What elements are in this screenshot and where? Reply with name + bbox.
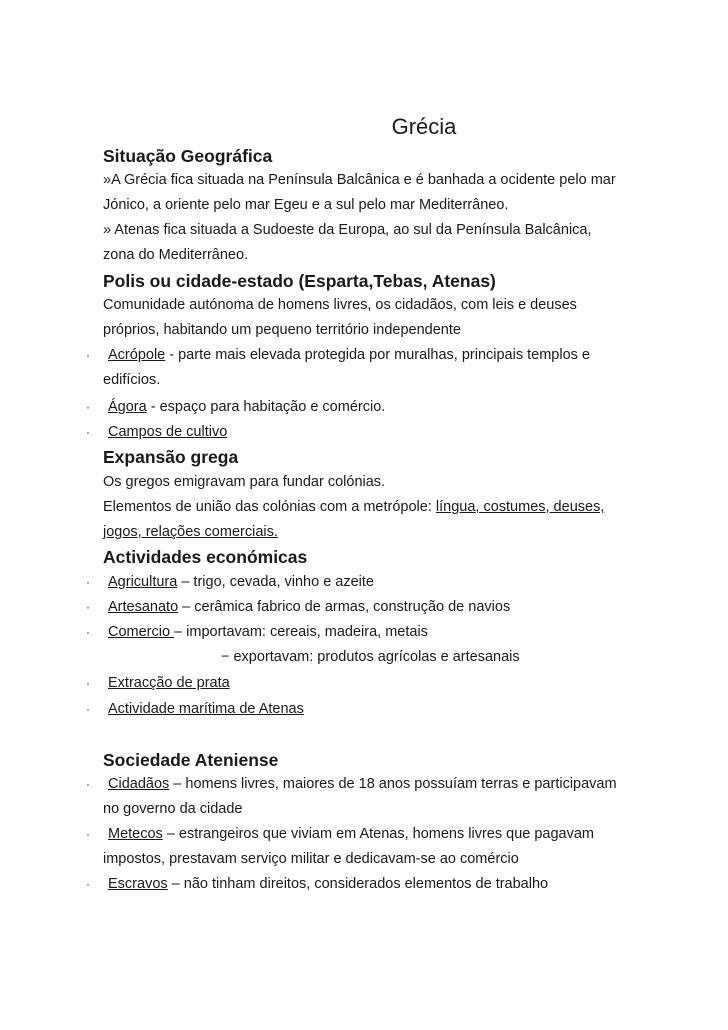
- situacao-text: [103, 168, 643, 268]
- term-comercio: Comercio: [108, 624, 175, 640]
- list-item-extraccao: [103, 671, 643, 696]
- list-item-maritima: [103, 697, 643, 722]
- list-item-acropole: [103, 343, 643, 393]
- desc-escravos: – não tinham direitos, considerados elementos de trabalho: [167, 876, 549, 892]
- term-metecos: Metecos: [108, 826, 163, 842]
- bullet-marker: ·: [86, 625, 90, 639]
- bullet-marker: ·: [86, 777, 90, 791]
- desc-metecos-cont: impostos, prestavam serviço militar e dedicavam-se ao comércio: [103, 851, 519, 867]
- heading-situacao: Situação Geográfica: [103, 146, 273, 166]
- desc-artesanato: – cerâmica fabrico de armas, construção de navios: [178, 599, 511, 615]
- bullet-marker: ·: [86, 827, 90, 841]
- expansao-line-pre: Elementos de união das colónias com a metrópole:: [103, 499, 436, 515]
- list-item-campos: [103, 420, 643, 445]
- heading-expansao: Expansão grega: [103, 447, 239, 467]
- bullet-marker: ·: [86, 400, 90, 414]
- page-title-text: Grécia: [391, 114, 457, 139]
- situacao-line: Jónico, a oriente pelo mar Egeu e a sul pelo mar Mediterrâneo.: [103, 197, 509, 213]
- desc-acropole-cont: edifícios.: [103, 372, 161, 388]
- list-item-metecos: [103, 822, 643, 872]
- polis-line: próprios, habitando um pequeno território independente: [103, 322, 461, 338]
- bullet-marker: ·: [86, 425, 90, 439]
- desc-agora: - espaço para habitação e comércio.: [146, 399, 386, 415]
- desc-metecos: – estrangeiros que viviam em Atenas, homens livres que pagavam: [162, 826, 595, 842]
- term-extraccao: Extracção de prata: [108, 675, 230, 691]
- bullet-marker: ·: [86, 348, 90, 362]
- polis-text: [103, 293, 643, 343]
- bullet-marker: ·: [86, 575, 90, 589]
- desc-cidadaos: – homens livres, maiores de 18 anos possuíam terras e participavam: [169, 776, 617, 792]
- term-escravos: Escravos: [108, 876, 168, 892]
- list-item-agora: [103, 395, 643, 420]
- term-artesanato: Artesanato: [108, 599, 179, 615]
- expansao-line: Os gregos emigravam para fundar colónias.: [103, 474, 386, 490]
- desc-acropole: - parte mais elevada protegida por muralhas, principais templos e: [165, 347, 590, 363]
- bullet-marker: ·: [86, 600, 90, 614]
- list-item-comercio: [103, 620, 643, 670]
- situacao-line: »A Grécia fica situada na Península Balcânica e é banhada a ocidente pelo mar: [103, 172, 616, 188]
- list-item-agricultura: [103, 570, 643, 595]
- polis-line: Comunidade autónoma de homens livres, os cidadãos, com leis e deuses: [103, 297, 577, 313]
- bullet-marker: ·: [86, 702, 90, 716]
- term-acropole: Acrópole: [108, 347, 166, 363]
- term-agora: Ágora: [108, 399, 147, 415]
- comercio-export-line: − exportavam: produtos agrícolas e artesanais: [221, 649, 520, 665]
- heading-actividades: Actividades económicas: [103, 547, 308, 567]
- bullet-marker: ·: [86, 676, 90, 690]
- bullet-marker: ·: [86, 877, 90, 891]
- term-cidadaos: Cidadãos: [108, 776, 170, 792]
- heading-sociedade: Sociedade Ateniense: [103, 750, 279, 770]
- situacao-line: zona do Mediterrâneo.: [103, 247, 249, 263]
- expansao-text: [103, 470, 643, 545]
- list-item-escravos: [103, 872, 643, 897]
- page-title: [0, 114, 728, 140]
- heading-polis: Polis ou cidade-estado (Esparta,Tebas, Atenas): [103, 271, 496, 291]
- desc-cidadaos-cont: no governo da cidade: [103, 801, 243, 817]
- list-item-artesanato: [103, 595, 643, 620]
- term-maritima: Actividade marítima de Atenas: [108, 701, 304, 717]
- desc-agricultura: – trigo, cevada, vinho e azeite: [177, 574, 374, 590]
- term-campos: Campos de cultivo: [108, 424, 228, 440]
- list-item-cidadaos: [103, 772, 643, 822]
- desc-comercio: – importavam: cereais, madeira, metais: [174, 624, 428, 640]
- term-agricultura: Agricultura: [108, 574, 178, 590]
- expansao-uniao-elements: língua, costumes, deuses,: [435, 499, 605, 515]
- situacao-line: » Atenas fica situada a Sudoeste da Europa, ao sul da Península Balcânica,: [103, 222, 592, 238]
- expansao-uniao-elements-cont: jogos, relações comerciais.: [103, 524, 278, 540]
